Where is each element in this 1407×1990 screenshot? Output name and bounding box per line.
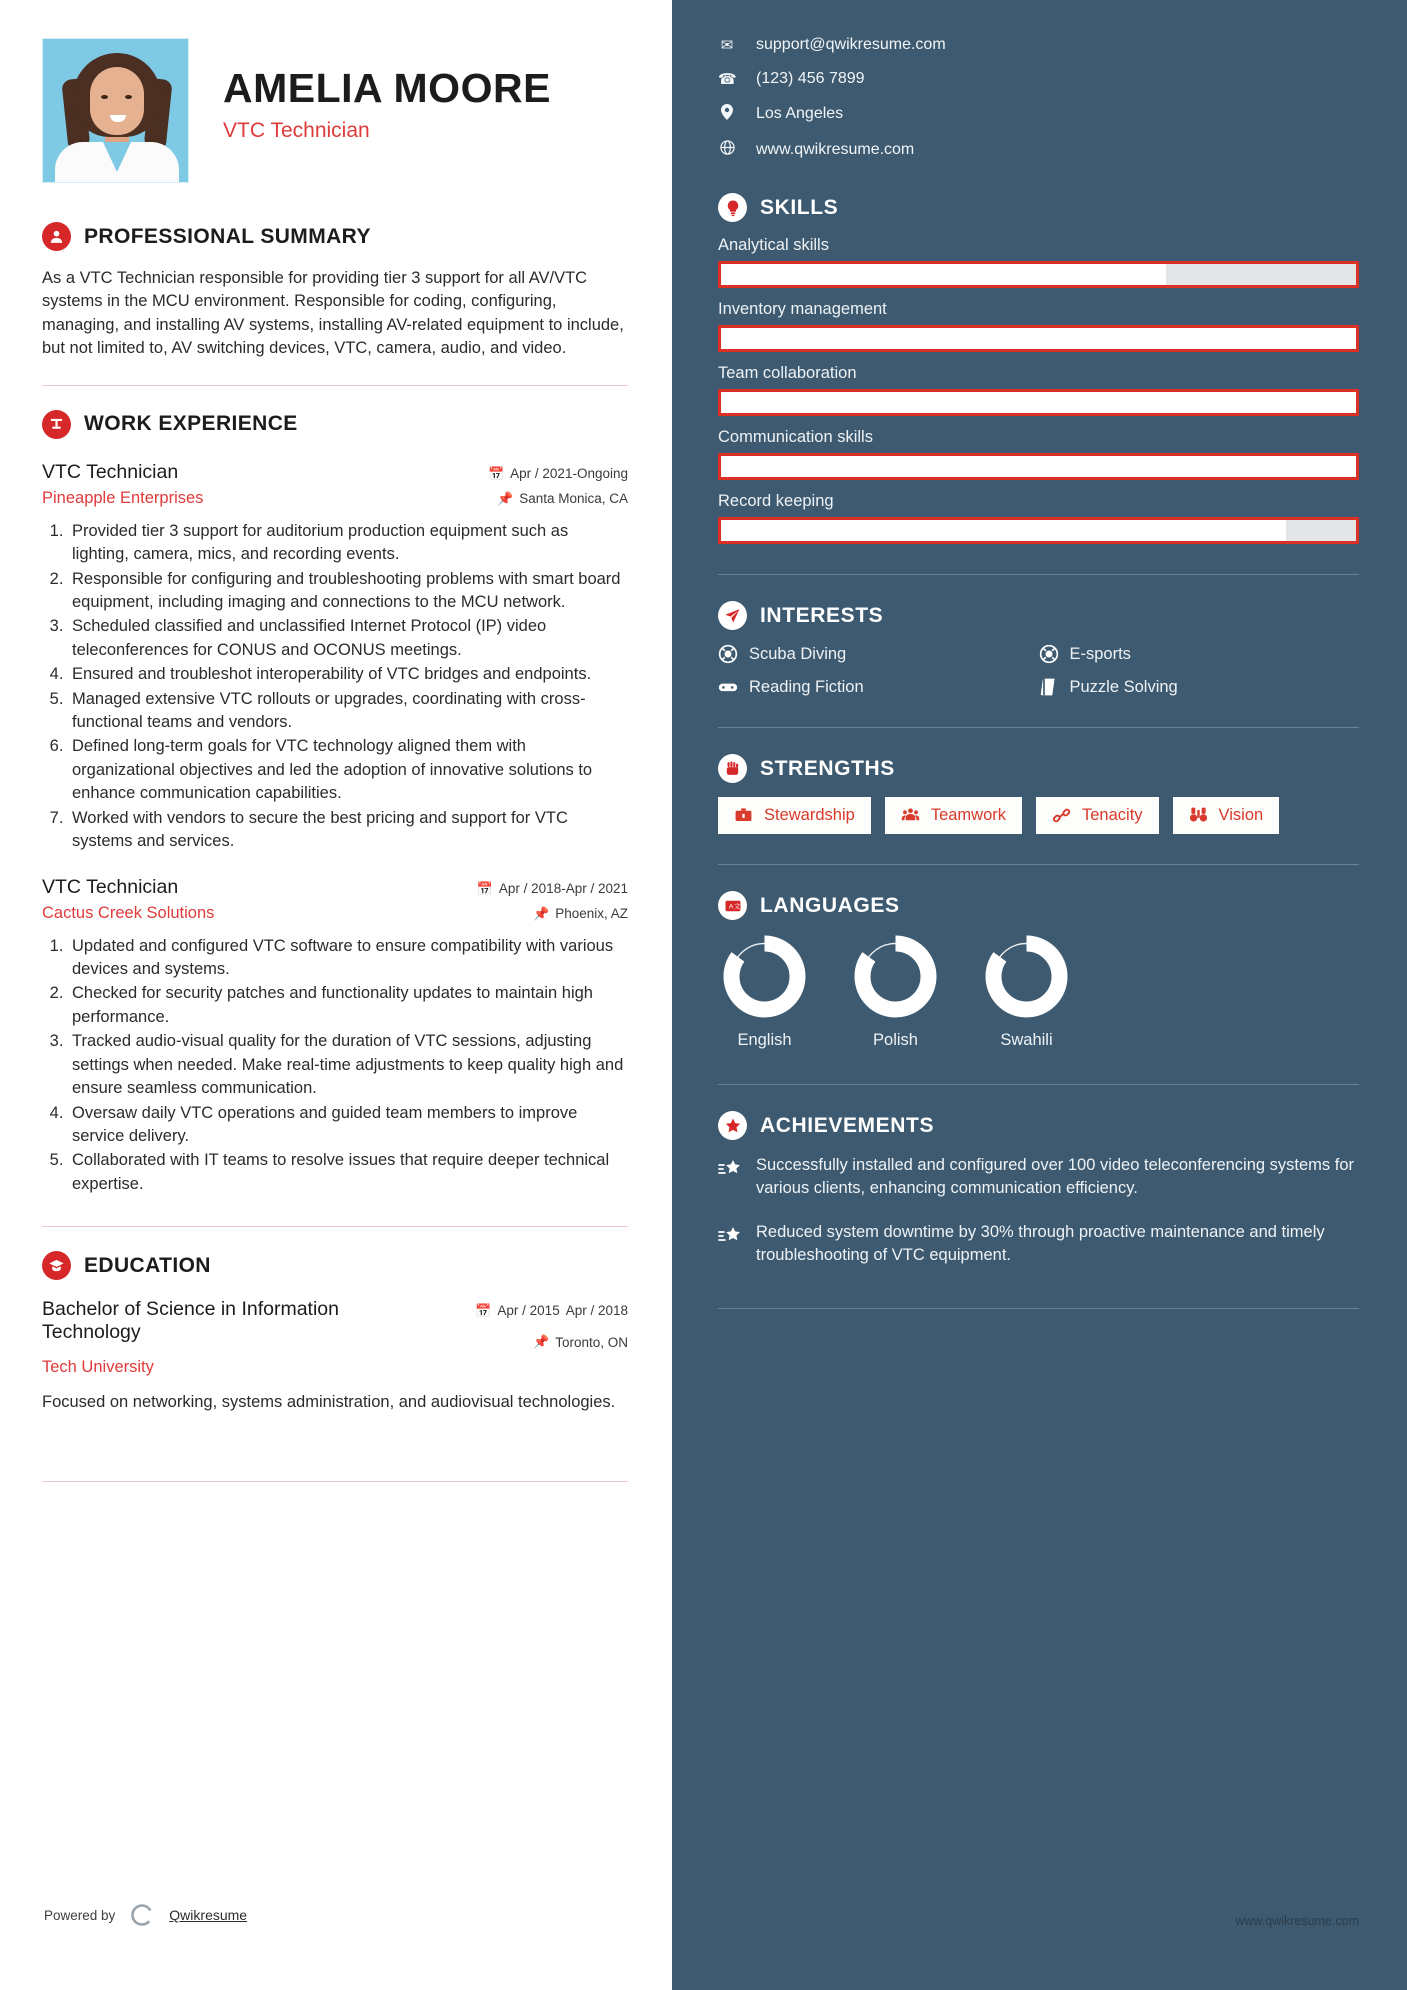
- skill-label: Team collaboration: [718, 364, 857, 382]
- people-group-icon: [901, 806, 920, 825]
- envelope-icon: ✉: [720, 37, 734, 54]
- pin-icon: [718, 104, 736, 124]
- achievement-text: Successfully installed and configured over 100 video teleconferencing systems for various clients, enhancing communication efficiency.: [756, 1156, 1354, 1198]
- divider: [42, 1226, 628, 1227]
- list-item: 6. Defined long-term goals for VTC technology aligned them with organizational objectives and led the adoption of innovative solutions to enhance communication capabilities.: [68, 735, 628, 805]
- strength-label: Vision: [1218, 806, 1264, 824]
- interests-list: [718, 644, 1359, 697]
- divider: [718, 574, 1359, 575]
- contact-value: (123) 456 7899: [756, 70, 865, 87]
- skill-bar: [718, 325, 1359, 352]
- skill-row: [718, 364, 1359, 416]
- pin-icon: 📌: [533, 905, 550, 921]
- skills-list: [718, 236, 1359, 544]
- resume-header: [42, 38, 628, 198]
- language-item: [980, 934, 1073, 1050]
- education-degree: Bachelor of Science in Information Technology: [42, 1298, 339, 1344]
- interest-item: [718, 677, 1039, 697]
- work-job-title: VTC Technician: [42, 875, 179, 898]
- list-item: 3. Tracked audio-visual quality for the duration of VTC sessions, adjusting settings when needed. Make real-time adjustments to keep quality high and ensure seamless communication.: [68, 1030, 628, 1100]
- strength-item: [1173, 797, 1280, 834]
- contact-value: support@qwikresume.com: [756, 36, 946, 53]
- section-header-skills: [718, 193, 1359, 222]
- list-item: 1. Provided tier 3 support for auditorium production equipment such as lighting, camera, mics, and recording events.: [68, 520, 628, 567]
- education-school: Tech University: [42, 1358, 154, 1377]
- resume-main-column: [0, 0, 672, 1990]
- work-bullet-list: [68, 935, 628, 1197]
- language-donut: [984, 934, 1069, 1019]
- education-meta: [475, 1298, 628, 1350]
- section-header-languages: [718, 891, 1359, 920]
- skill-label: Inventory management: [718, 300, 887, 318]
- page-title: AMELIA MOORE: [223, 65, 551, 111]
- education-date-end: Apr / 2018: [565, 1303, 628, 1319]
- skill-row: [718, 492, 1359, 544]
- section-header-summary: [42, 222, 628, 251]
- briefcase-desk-icon: [42, 410, 71, 439]
- section-header-achievements: [718, 1111, 1359, 1140]
- translate-icon: [718, 891, 747, 920]
- interest-label: E-sports: [1069, 644, 1131, 663]
- divider: [718, 727, 1359, 728]
- contact-item-website[interactable]: [718, 140, 1359, 159]
- section-title: PROFESSIONAL SUMMARY: [84, 224, 371, 248]
- education-location: Toronto, ON: [555, 1334, 628, 1350]
- section-title: EDUCATION: [84, 1253, 211, 1277]
- work-entry: [42, 461, 628, 854]
- footer-powered-by-label: Powered by: [44, 1907, 116, 1923]
- user-circle-icon: [42, 222, 71, 251]
- work-date: Apr / 2021-Ongoing: [510, 466, 628, 482]
- list-item: 5. Collaborated with IT teams to resolve issues that require deeper technical expertise.: [68, 1149, 628, 1196]
- divider: [718, 864, 1359, 865]
- binoculars-icon: [1189, 806, 1208, 825]
- education-entry: [42, 1298, 628, 1414]
- skill-bar-fill: [721, 456, 1356, 477]
- strength-item: [1036, 797, 1159, 834]
- languages-list: [718, 934, 1359, 1050]
- section-header-work: [42, 410, 628, 439]
- work-company: Cactus Creek Solutions: [42, 903, 215, 922]
- divider: [42, 1481, 628, 1482]
- qwikresume-logo-icon: [129, 1902, 155, 1928]
- interest-item: [1039, 677, 1360, 697]
- interest-label: Scuba Diving: [749, 644, 847, 663]
- resume-sidebar: [672, 0, 1407, 1990]
- contact-item-email[interactable]: [718, 36, 1359, 54]
- skill-label: Communication skills: [718, 428, 873, 446]
- achievement-text: Reduced system downtime by 30% through proactive maintenance and timely troubleshooting of VTC equipment.: [756, 1222, 1325, 1265]
- list-item: 2. Checked for security patches and functionality updates to maintain high performance.: [68, 982, 628, 1029]
- list-item: 7. Worked with vendors to secure the best pricing and support for VTC systems and services.: [68, 807, 628, 854]
- skill-label: Analytical skills: [718, 236, 829, 254]
- toolbox-icon: [734, 806, 753, 825]
- skill-bar: [718, 389, 1359, 416]
- raised-fist-icon: [718, 754, 747, 783]
- strengths-list: [718, 797, 1359, 834]
- contact-item-phone[interactable]: [718, 70, 1359, 88]
- skill-bar: [718, 517, 1359, 544]
- language-label: Polish: [873, 1031, 918, 1049]
- interest-label: Puzzle Solving: [1069, 677, 1178, 696]
- list-item: 2. Responsible for configuring and troubleshooting problems with smart board equipment, including imaging and connections to the MCU network.: [68, 568, 628, 615]
- summary-text: As a VTC Technician responsible for providing tier 3 support for all AV/VTC systems in the MCU environment. Responsible for coding, configuring, managing, and installing AV systems, installing AV-related equipment to include, but not limited to, AV switching devices, VTC, camera, audio, and video.: [42, 269, 624, 358]
- language-item: [718, 934, 811, 1050]
- education-description: Focused on networking, systems administration, and audiovisual technologies.: [42, 1393, 616, 1412]
- work-location: Phoenix, AZ: [555, 906, 628, 922]
- divider: [718, 1308, 1359, 1309]
- skill-row: [718, 300, 1359, 352]
- skill-row: [718, 236, 1359, 288]
- list-item: 1. Updated and configured VTC software to ensure compatibility with various devices and systems.: [68, 935, 628, 982]
- skill-bar: [718, 261, 1359, 288]
- skill-bar-fill: [721, 392, 1356, 413]
- skill-bar: [718, 453, 1359, 480]
- work-job-title: VTC Technician: [42, 460, 179, 483]
- section-title: SKILLS: [760, 195, 839, 219]
- section-title: INTERESTS: [760, 603, 884, 627]
- skill-row: [718, 428, 1359, 480]
- link-icon: [1052, 806, 1071, 825]
- section-title: ACHIEVEMENTS: [760, 1113, 935, 1137]
- section-header-strengths: [718, 754, 1359, 783]
- contact-value: www.qwikresume.com: [756, 140, 915, 158]
- contact-list: [718, 36, 1359, 159]
- achievements-list: [718, 1154, 1359, 1268]
- strength-label: Stewardship: [764, 806, 855, 824]
- education-date-start: Apr / 2015: [497, 1303, 560, 1319]
- strength-label: Teamwork: [930, 806, 1006, 824]
- strength-item: [885, 797, 1022, 834]
- achievement-item: [718, 1221, 1359, 1268]
- divider: [718, 1084, 1359, 1085]
- language-label: Swahili: [1000, 1031, 1053, 1049]
- work-location: Santa Monica, CA: [519, 491, 628, 507]
- work-bullet-list: [68, 520, 628, 854]
- interest-item: [718, 644, 1039, 664]
- contact-item-location: [718, 104, 1359, 124]
- life-ring-icon: [718, 644, 738, 664]
- work-company: Pineapple Enterprises: [42, 488, 204, 507]
- list-item: 4. Oversaw daily VTC operations and guided team members to improve service delivery.: [68, 1102, 628, 1149]
- language-donut: [722, 934, 807, 1019]
- star-badge-icon: [718, 1111, 747, 1140]
- sidebar-footer-url: www.qwikresume.com: [1235, 1914, 1359, 1928]
- skill-label: Record keeping: [718, 492, 834, 510]
- phone-icon: ☎: [718, 71, 737, 88]
- svg-text:A: A: [728, 903, 733, 911]
- skill-bar-fill: [721, 520, 1286, 541]
- footer-brand-link[interactable]: Qwikresume: [169, 1907, 248, 1923]
- gamepad-icon: [718, 677, 738, 697]
- interest-label: Reading Fiction: [749, 677, 864, 696]
- calendar-icon: 📅: [487, 465, 505, 481]
- list-item: 3. Scheduled classified and unclassified Internet Protocol (IP) video teleconferences for CONUS and OCONUS meetings.: [68, 615, 628, 662]
- strength-label: Tenacity: [1082, 806, 1143, 824]
- list-item: 4. Ensured and troubleshot interoperability of VTC bridges and endpoints.: [68, 663, 628, 686]
- work-meta: [488, 461, 628, 507]
- work-entry: [42, 876, 628, 1197]
- interest-item: [1039, 644, 1360, 664]
- list-item: 5. Managed extensive VTC rollouts or upgrades, coordinating with cross-functional teams and vendors.: [68, 688, 628, 735]
- section-title: LANGUAGES: [760, 893, 900, 917]
- work-meta: [477, 876, 628, 922]
- skill-bar-fill: [721, 328, 1356, 349]
- graduation-icon: [42, 1251, 71, 1280]
- globe-icon: [718, 140, 736, 159]
- work-date: Apr / 2018-Apr / 2021: [498, 881, 628, 897]
- avatar: [42, 38, 189, 183]
- contact-value: Los Angeles: [756, 105, 844, 122]
- shooting-star-icon: [718, 1224, 742, 1248]
- achievement-item: [718, 1154, 1359, 1201]
- shooting-star-icon: [718, 1157, 742, 1181]
- section-header-interests: [718, 601, 1359, 630]
- language-item: [849, 934, 942, 1050]
- section-header-education: [42, 1251, 628, 1280]
- book-icon: [1039, 677, 1059, 697]
- language-label: English: [737, 1031, 792, 1049]
- section-title: STRENGTHS: [760, 756, 895, 780]
- divider: [42, 385, 628, 386]
- lightbulb-icon: [718, 193, 747, 222]
- footer: [44, 1902, 247, 1928]
- pin-icon: 📌: [497, 490, 514, 506]
- section-title: WORK EXPERIENCE: [84, 412, 298, 436]
- pin-icon: 📌: [533, 1334, 550, 1350]
- calendar-icon: 📅: [475, 1303, 492, 1319]
- strength-item: [718, 797, 871, 834]
- job-role-subtitle: VTC Technician: [223, 119, 370, 143]
- calendar-icon: 📅: [476, 880, 493, 896]
- life-ring-icon: [1039, 644, 1059, 664]
- skill-bar-fill: [721, 264, 1166, 285]
- svg-text:文: 文: [733, 903, 741, 911]
- paper-plane-icon: [718, 601, 747, 630]
- language-donut: [853, 934, 938, 1019]
